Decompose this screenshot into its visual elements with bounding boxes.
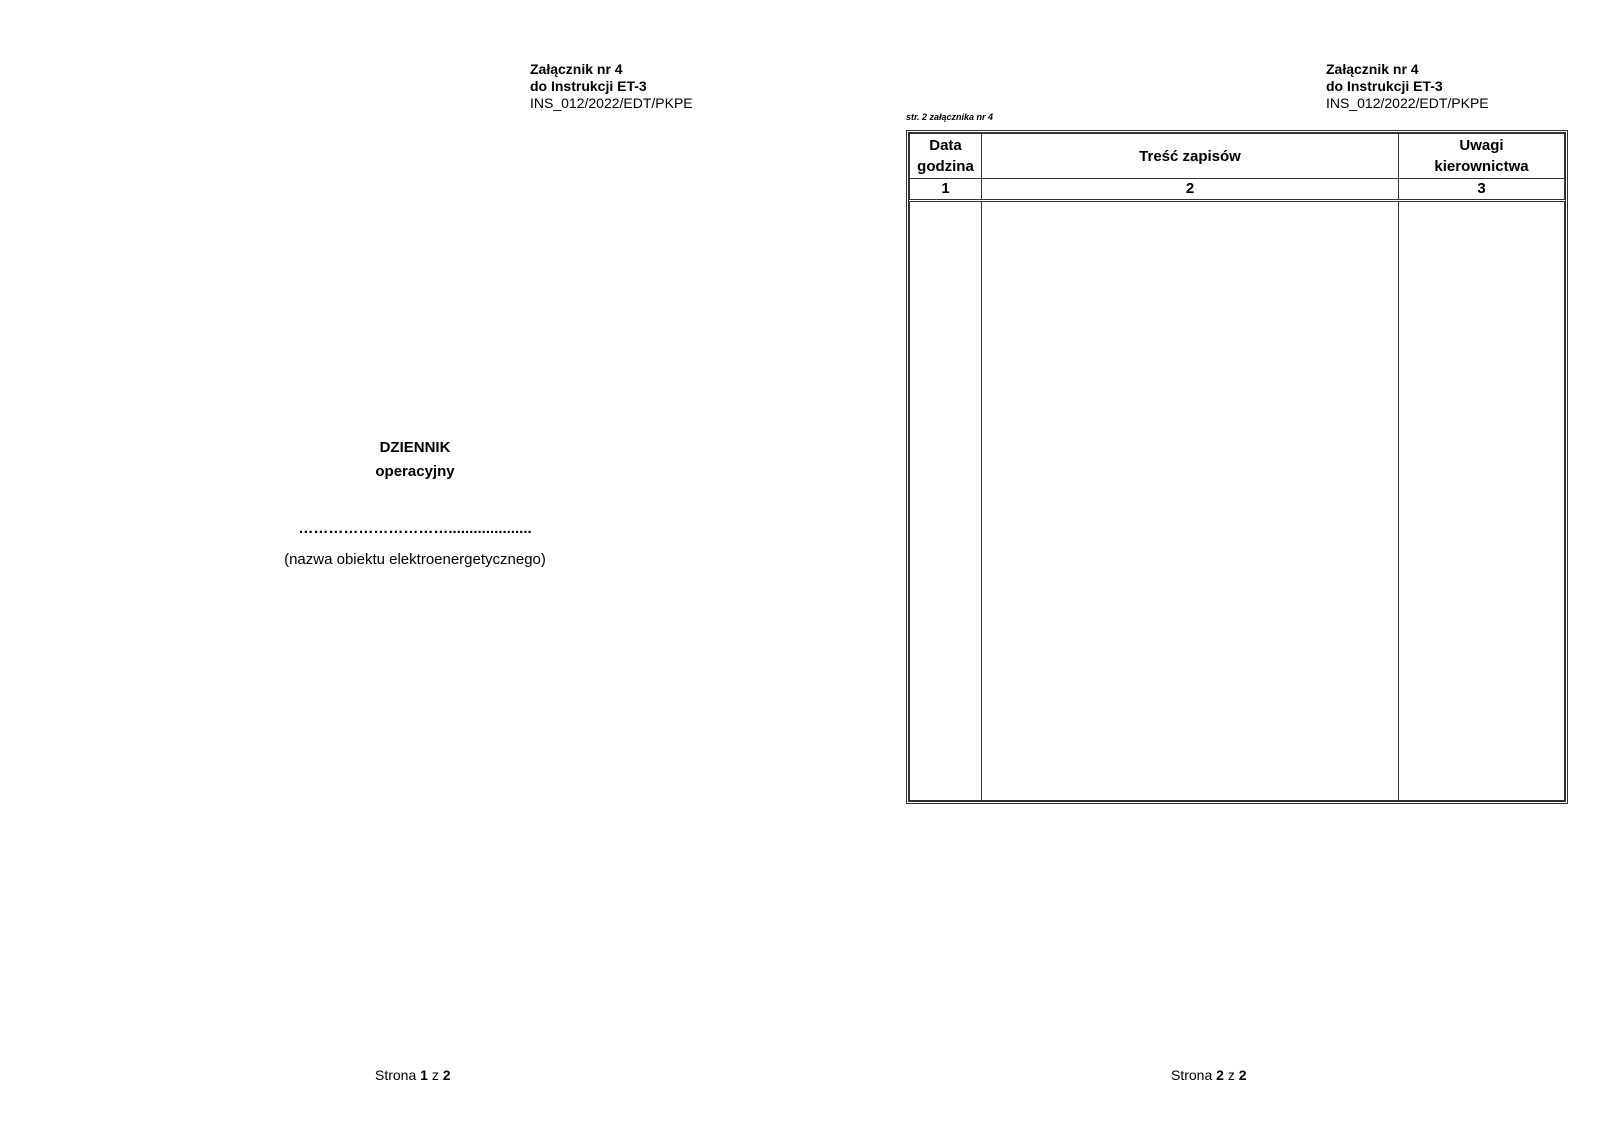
page-reference: str. 2 załącznika nr 4 [906,112,994,122]
remarks-cell[interactable] [1399,201,1565,801]
attachment-header [1326,61,1489,112]
footer-current-page: 2 [1216,1067,1224,1083]
document-code: INS_012/2022/EDT/PKPE [1326,95,1489,111]
table-row [910,201,1565,801]
footer-separator: z [427,1067,443,1083]
attachment-header [530,61,693,112]
object-name-caption: (nazwa obiektu elektroenergetycznego) [284,551,546,568]
journal-title [215,436,615,484]
footer-prefix: Strona [375,1067,421,1083]
page-2 [800,0,1600,1131]
instruction-name: do Instrukcji ET-3 [530,78,647,94]
instruction-name: do Instrukcji ET-3 [1326,78,1443,94]
attachment-number: Załącznik nr 4 [1326,61,1419,77]
footer-current-page: 1 [420,1067,428,1083]
attachment-number: Załącznik nr 4 [530,61,623,77]
page-footer [1171,1067,1247,1083]
title-line-1: DZIENNIK [379,439,451,456]
footer-prefix: Strona [1171,1067,1217,1083]
footer-separator: z [1223,1067,1239,1083]
object-name-fill-line: ………………………….................... [298,520,532,537]
page-footer [375,1067,451,1083]
title-line-2: operacyjny [375,463,455,480]
column-number-2: 2 [982,179,1399,201]
table-header-row [910,134,1565,179]
entry-content-cell[interactable] [982,201,1399,801]
footer-total-pages: 2 [1238,1067,1247,1083]
header-date-time: Data godzina [910,134,982,179]
header-management-remarks: Uwagi kierownictwa [1399,134,1565,179]
journal-table [906,130,1568,804]
footer-total-pages: 2 [442,1067,451,1083]
table-column-numbers-row [910,179,1565,201]
date-time-cell[interactable] [910,201,982,801]
column-number-1: 1 [910,179,982,201]
document-code: INS_012/2022/EDT/PKPE [530,95,693,111]
column-number-3: 3 [1399,179,1565,201]
header-entry-content: Treść zapisów [982,134,1399,179]
